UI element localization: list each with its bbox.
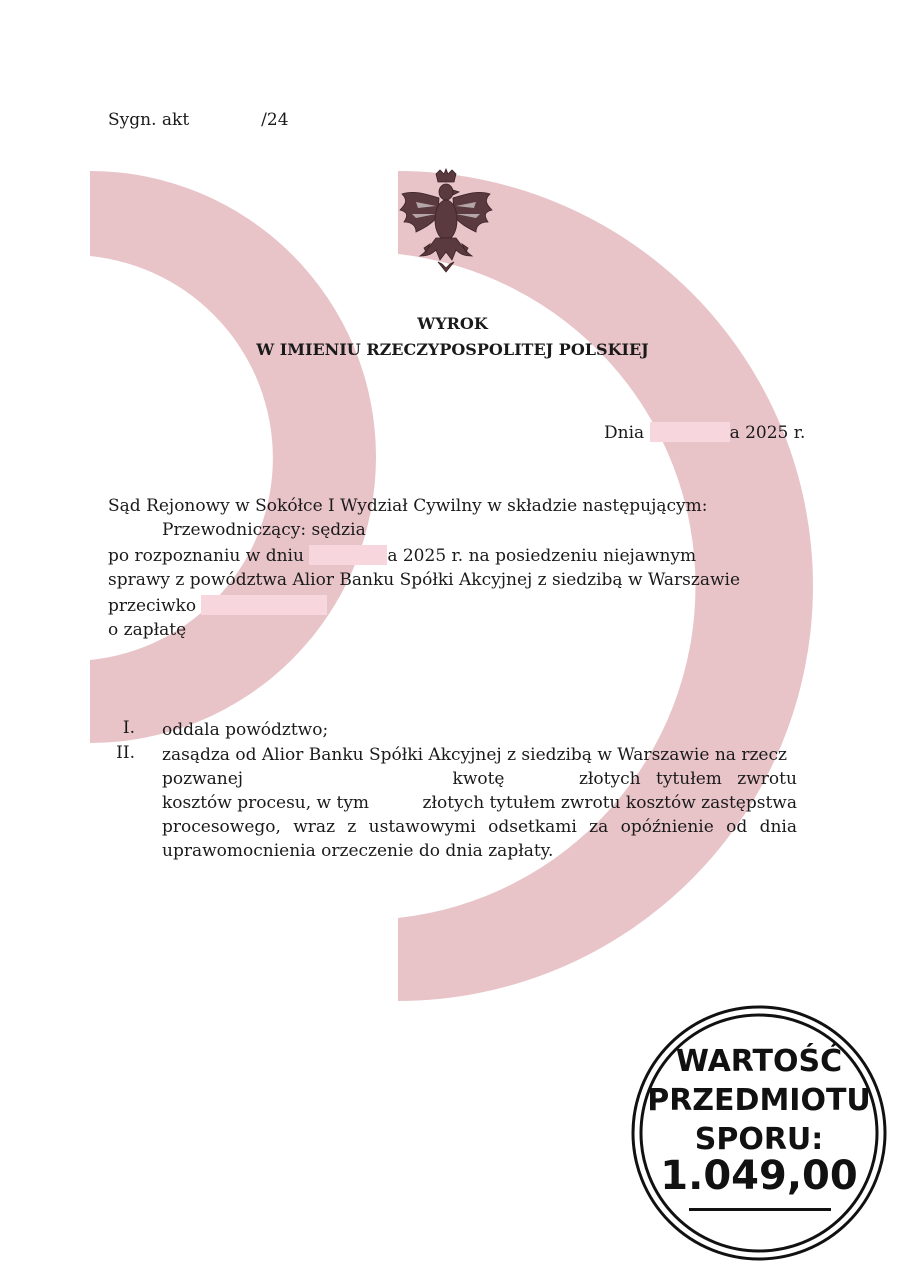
date-prefix: Dnia — [604, 423, 645, 443]
case-line: sprawy z powództwa Alior Banku Spółki Akcyjnej z siedzibą w Warszawie — [108, 570, 741, 590]
judgment-date — [604, 422, 805, 443]
ruling-text — [162, 743, 797, 863]
considered-suffix: a 2025 r. na posiedzeniu niejawnym — [387, 546, 697, 566]
case-signature-prefix: Sygn. akt — [108, 110, 190, 130]
court-line: Sąd Rejonowy w Sokółce I Wydział Cywilny w składzie następującym: — [108, 496, 708, 516]
case-signature — [108, 110, 289, 130]
ruling-text: oddala powództwo; — [162, 720, 329, 740]
ruling-line: procesowego, wraz z ustawowymi odsetkami za opóźnienie od dnia — [162, 817, 797, 837]
redaction-mark — [309, 545, 387, 565]
ruling-fragment: złotych tytułem zwrotu — [578, 769, 797, 789]
redacted-name — [260, 767, 435, 791]
redacted-amount — [522, 767, 562, 791]
stamp-value: 1.049,00 — [660, 1153, 858, 1199]
ruling-fragment: kosztów procesu, w tym — [162, 793, 370, 813]
against-label: przeciwko — [108, 596, 197, 616]
ruling-number: II. — [116, 743, 135, 763]
ruling-fragment: kwotę — [452, 769, 505, 789]
ruling-number: I. — [122, 718, 135, 738]
date-suffix: a 2025 r. — [729, 423, 806, 443]
redaction-mark — [650, 422, 730, 442]
polish-eagle-emblem-icon — [396, 168, 496, 276]
stamp-line: PRZEDMIOTU — [647, 1083, 871, 1118]
considered-line — [108, 545, 696, 566]
case-signature-suffix: /24 — [261, 110, 289, 130]
ruling-fragment: złotych tytułem zwrotu kosztów zastępstwa — [422, 793, 797, 813]
stamp-line: WARTOŚĆ — [675, 1044, 843, 1079]
stamp-line: SPORU: — [694, 1122, 824, 1157]
ruling-line — [162, 791, 797, 815]
redaction-mark — [201, 595, 327, 615]
chair-line — [162, 520, 511, 540]
against-line — [108, 595, 327, 616]
ruling-line — [162, 767, 797, 791]
redacted-amount — [386, 791, 406, 815]
ruling-fragment: pozwanej — [162, 769, 244, 789]
subject-line: o zapłatę — [108, 620, 187, 640]
considered-prefix: po rozpoznaniu w dniu — [108, 546, 304, 566]
document-title: WYROK — [417, 314, 488, 333]
ruling-line: zasądza od Alior Banku Spółki Akcyjnej z siedzibą w Warszawie na rzecz — [162, 745, 787, 765]
document-subtitle: W IMIENIU RZECZYPOSPOLITEJ POLSKIEJ — [256, 340, 649, 359]
ruling-line: uprawomocnienia orzeczenie do dnia zapłaty. — [162, 841, 554, 861]
stamp-underline — [689, 1208, 831, 1211]
chair-label: Przewodniczący: sędzia — [162, 520, 366, 540]
